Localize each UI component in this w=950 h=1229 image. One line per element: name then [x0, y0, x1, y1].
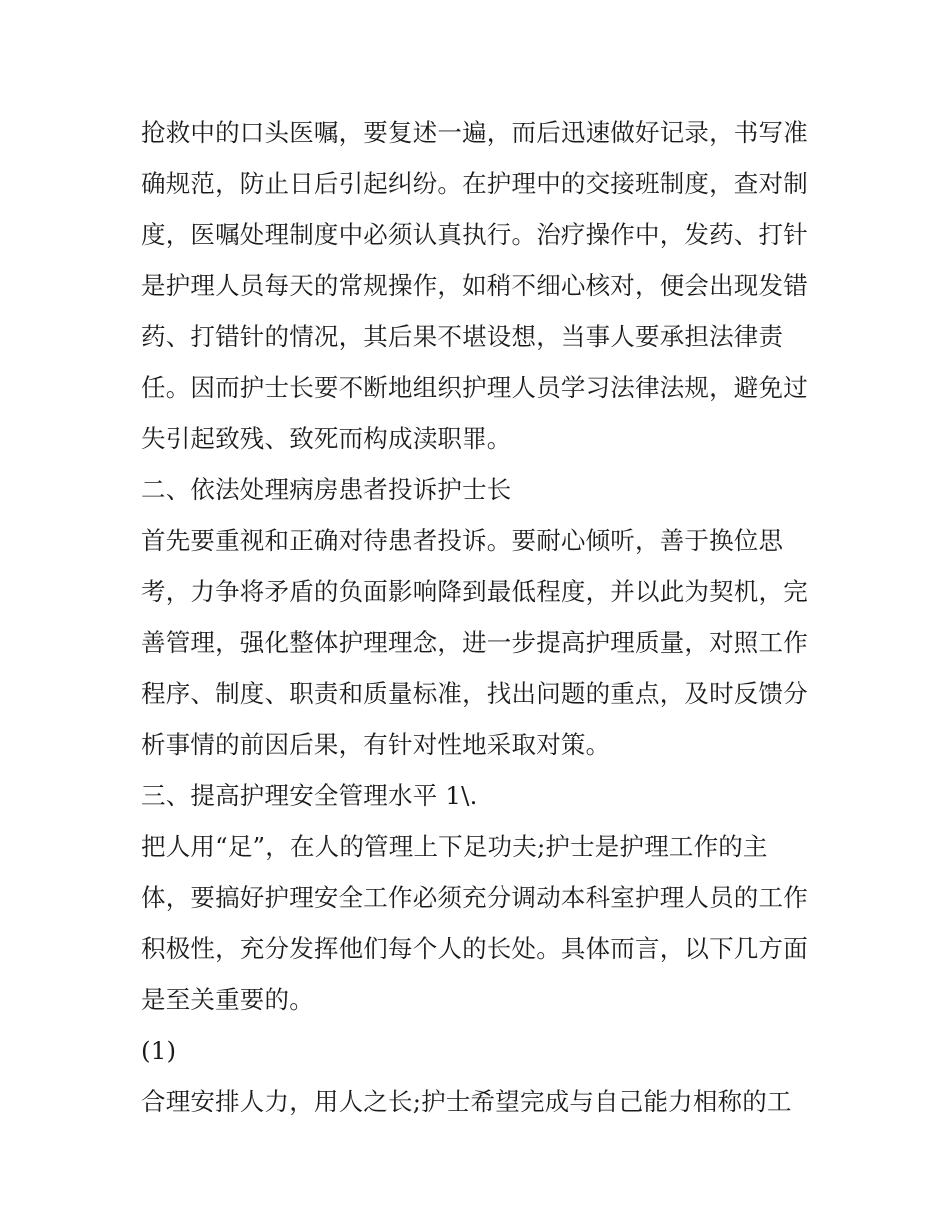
- document-body: [141, 107, 821, 1127]
- paragraph-line: 确规范，防止日后引起纠纷。在护理中的交接班制度，查对制: [141, 169, 808, 198]
- paragraph-line: 合理安排人力，用人之长;护士希望完成与自己能力相称的工: [141, 1087, 792, 1116]
- paragraph-line: 积极性，充分发挥他们每个人的长处。具体而言，以下几方面: [141, 934, 808, 963]
- paragraph-line: 首先要重视和正确对待患者投诉。要耐心倾听，善于换位思: [141, 526, 784, 555]
- paragraph-line: 程序、制度、职责和质量标准，找出问题的重点，及时反馈分: [141, 679, 808, 708]
- paragraph-line: 体，要搞好护理安全工作必须充分调动本科室护理人员的工作: [141, 883, 808, 912]
- paragraph-line: 把人用“足”，在人的管理上下足功夫;护士是护理工作的主: [141, 832, 768, 861]
- section-heading: 三、提高护理安全管理水平 1\.: [141, 781, 478, 810]
- paragraph-line: 任。因而护士长要不断地组织护理人员学习法律法规，避免过: [141, 373, 808, 402]
- paragraph-line: 考，力争将矛盾的负面影响降到最低程度，并以此为契机，完: [141, 577, 808, 606]
- paragraph-line: 析事情的前因后果，有针对性地采取对策。: [141, 730, 611, 759]
- paragraph-line: 抢救中的口头医嘱，要复述一遍，而后迅速做好记录，书写准: [141, 118, 808, 147]
- paragraph-line: 是至关重要的。: [141, 985, 314, 1014]
- paragraph-line: 是护理人员每天的常规操作，如稍不细心核对，便会出现发错: [141, 271, 808, 300]
- paragraph-line: 药、打错针的情况，其后果不堪设想，当事人要承担法律责: [141, 322, 784, 351]
- paragraph-line: 度，医嘱处理制度中必须认真执行。治疗操作中，发药、打针: [141, 220, 808, 249]
- paragraph-line: 善管理，强化整体护理理念，进一步提高护理质量，对照工作: [141, 628, 808, 657]
- section-heading: 二、依法处理病房患者投诉护士长: [141, 475, 512, 504]
- list-number: (1): [141, 1036, 177, 1065]
- paragraph-line: 失引起致残、致死而构成渎职罪。: [141, 424, 512, 453]
